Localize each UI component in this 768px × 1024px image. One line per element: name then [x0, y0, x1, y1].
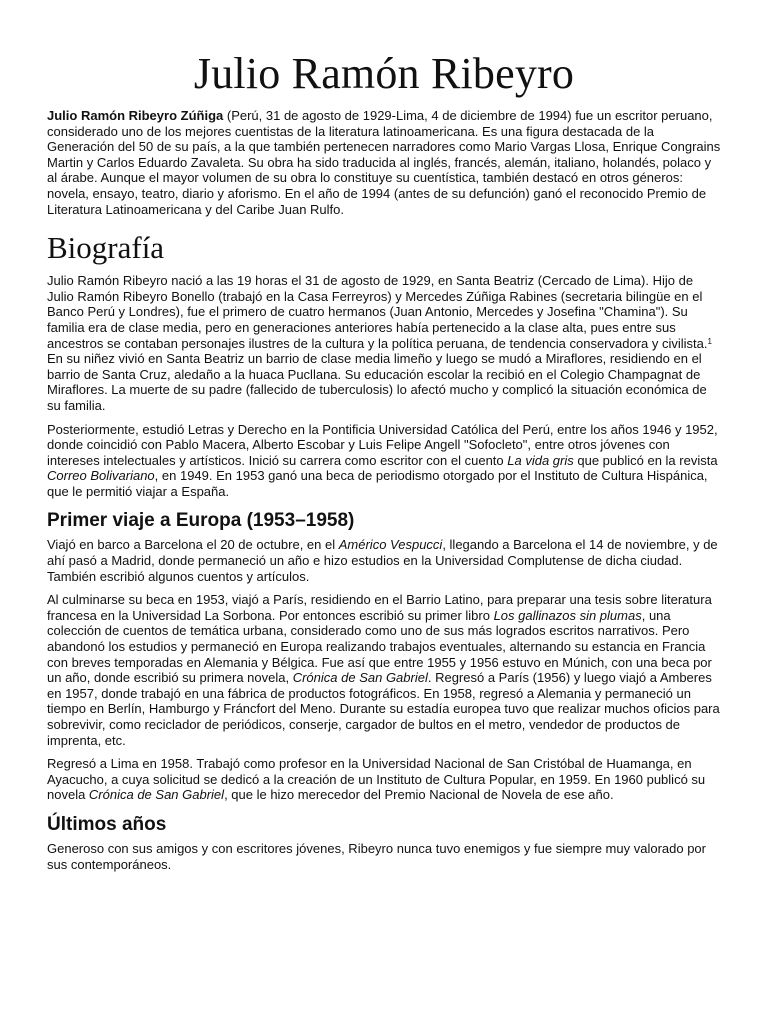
document-page [47, 0, 721, 880]
europa-p1-text-b: , llegando a Barcelona el 14 de noviembre, y de ahí pasó a Madrid, donde permaneció un año e hizo estudios en la Universidad Complutense de dicha ciudad. También escribió algunos cuentos y artículos. [47, 537, 718, 584]
europa-p1-italic: Américo Vespucci [338, 537, 443, 553]
biografia-p2-text-b: que publicó en la revista [573, 452, 718, 468]
biografia-paragraph-1 [47, 273, 721, 413]
europa-p2-italic-2: Crónica de San Gabriel [292, 670, 428, 686]
europa-paragraph-2 [47, 592, 721, 748]
biografia-p2-text-a: Posteriormente, estudió Letras y Derecho en la Pontificia Universidad Católica del Perú, entre los años 1946 y 1952, donde coincidió con Pablo Macera, Alberto Escobar y Luis Felipe Angell "Sofocleto", entre otros jóvenes con intereses intelectuales y artísticos. Inició su carrera como escritor con el cuento [47, 421, 718, 468]
biografia-paragraph-2 [47, 422, 721, 500]
europa-paragraph-3 [47, 756, 721, 803]
biografia-p1-text-a: Julio Ramón Ribeyro nació a las 19 horas el 31 de agosto de 1929, en Santa Beatriz (Cercado de Lima). Hijo de Julio Ramón Ribeyro Bonello (trabajó en la Casa Ferreyros) y Mercedes Zúñiga Rabines (secretaria bilingüe en el Banco Perú y Londres), fue el primero de cuatro hermanos (Juan Antonio, Mercedes y Josefina "Chamina"). Su familia era de clase media, pero en generaciones anteriores había pertenecido a la clase alta, pues entre sus ancestros se contaban personajes ilustres de la cultura y la política peruana, de tendencia conservadora y civilista. [47, 273, 708, 351]
footnote-ref[interactable]: 1 [707, 336, 712, 346]
europa-paragraph-1 [47, 537, 721, 584]
biografia-p1-text-b: En su niñez vivió en Santa Beatriz un barrio de clase media limeño y luego se mudó a Miraflores, residiendo en el barrio de Santa Cruz, aledaño a la huaca Pucllana. Su educación escolar la recibió en el Colegio Champagnat de Miraflores. La muerte de su padre (fallecido de tuberculosis) lo afectó mucho y complicó la situación económica de su familia. [47, 351, 707, 413]
section-heading-ultimos: Últimos años [47, 813, 167, 835]
section-heading-europa: Primer viaje a Europa (1953–1958) [47, 510, 355, 532]
europa-p3-text-b: , que le hizo merecedor del Premio Nacional de Novela de ese año. [224, 787, 614, 803]
biografia-p2-italic-1: La vida gris [507, 452, 574, 468]
biografia-p2-italic-2: Correo Bolivariano [47, 468, 155, 484]
section-heading-biografia: Biografía [47, 230, 165, 266]
intro-name: Julio Ramón Ribeyro Zúñiga [47, 108, 224, 123]
europa-p2-text-c: . Regresó a París (1956) y luego viajó a Amberes en 1957, donde trabajó en una fábrica de productos fotográficos. En 1958, regresó a Alemania y permaneció un tiempo en Berlín, Hamburgo y Fráncfort del Meno. Durante su estadía europea tuvo que realizar muchos oficios para sobrevivir, como reciclador de periódicos, conserje, cargador de bultos en el metro, vendedor de productos de imprenta, etc. [47, 670, 720, 748]
europa-p3-italic: Crónica de San Gabriel [88, 787, 225, 803]
europa-p1-text-a: Viajó en barco a Barcelona el 20 de octubre, en el [47, 537, 339, 553]
europa-p2-text-a: Al culminarse su beca en 1953, viajó a París, residiendo en el Barrio Latino, para preparar una tesis sobre literatura francesa en la Universidad La Sorbona. Por entonces escribió su primer libro [47, 592, 712, 623]
europa-p3-text-a: Regresó a Lima en 1958. Trabajó como profesor en la Universidad Nacional de San Cristóbal de Huamanga, en Ayacucho, a cuya solicitud se dedicó a la creación de un Instituto de Cultura Popular, en 1959. En 1960 publicó su novela [47, 756, 706, 803]
intro-text: (Perú, 31 de agosto de 1929-Lima, 4 de diciembre de 1994) fue un escritor peruano, considerado uno de los mejores cuentistas de la literatura latinoamericana. Es una figura destacada de la Generación del 50 de su país, a la que también pertenecen narradores como Mario Vargas Llosa, Enrique Congrains Martin y Carlos Eduardo Zavaleta. Su obra ha sido traducida al inglés, francés, alemán, italiano, holandés, polaco y al árabe. Aunque el mayor volumen de su obra lo constituye su cuentística, también destacó en otros géneros: novela, ensayo, teatro, diario y aforismo. En el año de 1994 (antes de su defunción) ganó el reconocido Premio de Literatura Latinoamericana y del Caribe Juan Rulfo. [47, 108, 721, 217]
europa-p2-text-b: , una colección de cuentos de temática urbana, considerado como uno de sus más logrados escritos narrativos. Pero abandonó los estudios y permaneció en Europa realizando trabajos eventuales, alternando su estancia en Francia con breves temporadas en Alemania y Bélgica. Fue así que entre 1955 y 1956 estuvo en Múnich, con una beca por un año, donde escribió su primera novela, [47, 607, 712, 686]
intro-paragraph [47, 108, 721, 217]
ultimos-paragraph-1: Generoso con sus amigos y con escritores jóvenes, Ribeyro nunca tuvo enemigos y fue siempre muy valorado por sus contemporáneos. [47, 840, 706, 872]
europa-p2-italic-1: Los gallinazos sin plumas [493, 607, 642, 623]
page-title: Julio Ramón Ribeyro [193, 49, 575, 98]
biografia-p2-text-c: , en 1949. En 1953 ganó una beca de periodismo otorgado por el Instituto de Cultura Hispánica, que le permitió viajar a España. [47, 468, 708, 499]
